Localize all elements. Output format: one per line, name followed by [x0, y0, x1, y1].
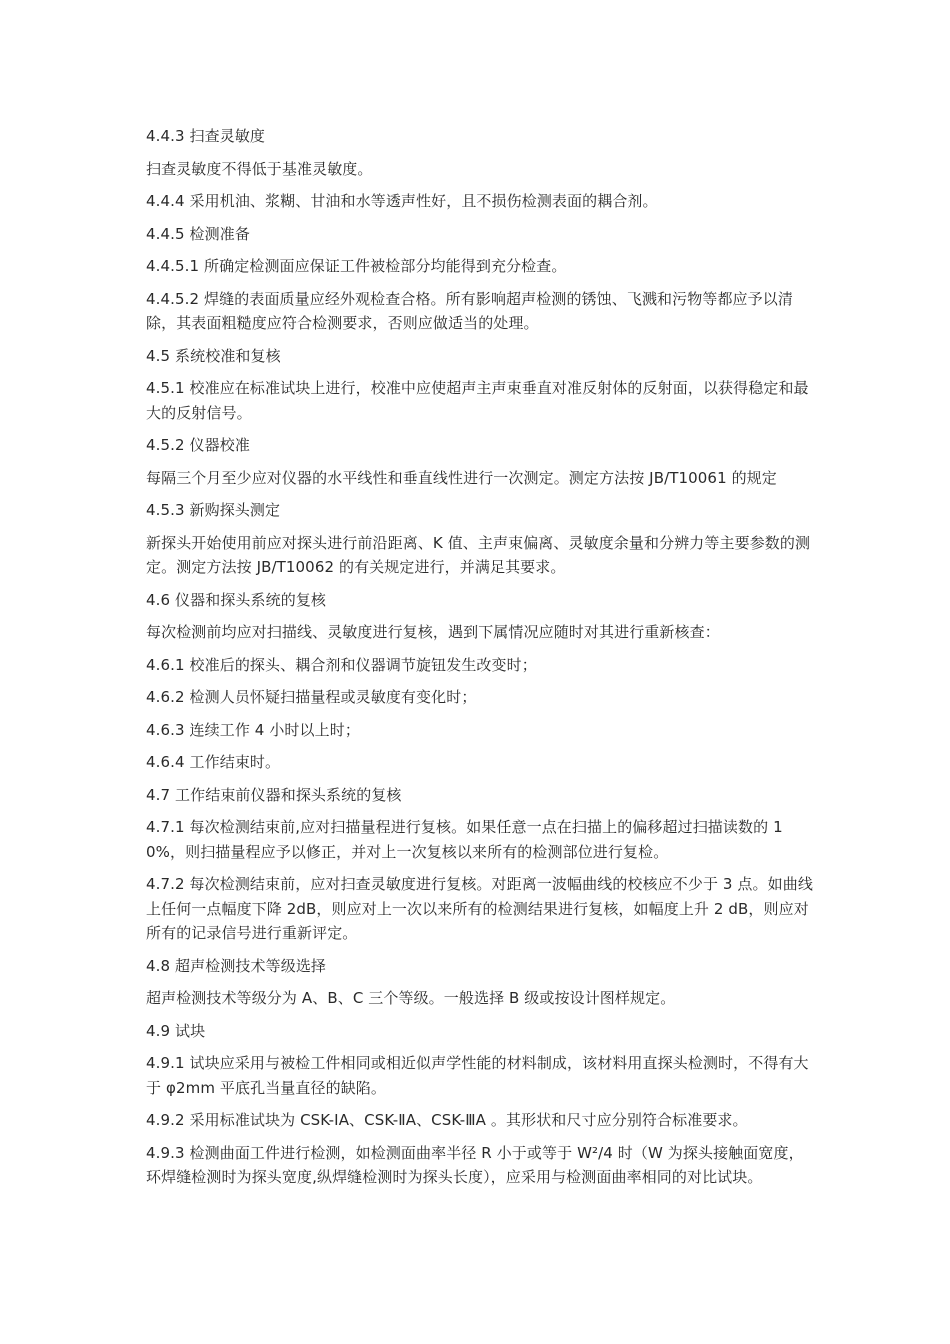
heading-4-6: 4.6 仪器和探头系统的复核: [146, 590, 327, 609]
heading-4-5-3: 4.5.3 新购探头测定: [146, 501, 281, 519]
heading-4-5: 4.5 系统校准和复核: [146, 346, 281, 365]
heading-4-9: 4.9 试块: [146, 1021, 206, 1040]
heading-4-4-5: 4.4.5 检测准备: [146, 224, 250, 243]
paragraph-text: 超声检测技术等级分为 A、B、C 三个等级。一般选择 B 级或按设计图样规定。: [146, 989, 676, 1007]
paragraph-4-9-2: 4.9.2 采用标准试块为 CSK-ⅠA、CSK-ⅡA、CSK-ⅢA 。其形状和尺寸应分别符合标准要求。: [146, 1111, 748, 1129]
paragraph-4-6-4: 4.6.4 工作结束时。: [146, 753, 281, 771]
paragraph-4-9-1: 4.9.1 试块应采用与被检工件相同或相近似声学性能的材料制成，该材料用直探头检测时，不得有大于 φ2mm 平底孔当量直径的缺陷。: [146, 1054, 809, 1097]
paragraph-text: 每次检测前均应对扫描线、灵敏度进行复核，遇到下属情况应随时对其进行重新核查：: [146, 623, 720, 641]
paragraph-4-4-4: 4.4.4 采用机油、浆糊、甘油和水等透声性好，且不损伤检测表面的耦合剂。: [146, 192, 658, 210]
heading-4-7: 4.7 工作结束前仪器和探头系统的复核: [146, 785, 402, 804]
paragraph-4-6-3: 4.6.3 连续工作 4 小时以上时；: [146, 720, 360, 739]
document-page: [146, 124, 814, 1198]
heading-4-5-2: 4.5.2 仪器校准: [146, 436, 250, 454]
heading-4-4-3: 4.4.3 扫查灵敏度: [146, 127, 266, 145]
paragraph-4-5-1: 4.5.1 校准应在标准试块上进行，校准中应使超声主声束垂直对准反射体的反射面，以获得稳定和最大的反射信号。: [146, 379, 809, 422]
paragraph-4-7-1: 4.7.1 每次检测结束前,应对扫描量程进行复核。如果任意一点在扫描上的偏移超过扫描读数的 10%，则扫描量程应予以修正，并对上一次复核以来所有的检测部位进行复检。: [146, 818, 783, 861]
paragraph-4-4-5-2: 4.4.5.2 焊缝的表面质量应经外观检查合格。所有影响超声检测的锈蚀、飞溅和污物等都应予以清除，其表面粗糙度应符合检测要求，否则应做适当的处理。: [146, 289, 793, 332]
paragraph-4-6-2: 4.6.2 检测人员怀疑扫描量程或灵敏度有变化时；: [146, 688, 477, 706]
paragraph-text: 扫查灵敏度不得低于基准灵敏度。: [146, 159, 373, 178]
paragraph-4-4-5-1: 4.4.5.1 所确定检测面应保证工件被检部分均能得到充分检查。: [146, 257, 567, 275]
paragraph-4-9-3: 4.9.3 检测曲面工件进行检测，如检测面曲率半径 R 小于或等于 W²/4 时（W 为探头接触面宽度，环焊缝检测时为探头宽度,纵焊缝检测时为探头长度），应采用与检测面曲率相同的对比试块。: [146, 1143, 804, 1186]
paragraph-text: 每隔三个月至少应对仪器的水平线性和垂直线性进行一次测定。测定方法按 JB/T10061 的规定: [146, 468, 777, 487]
paragraph-4-6-1: 4.6.1 校准后的探头、耦合剂和仪器调节旋钮发生改变时；: [146, 655, 537, 674]
paragraph-4-7-2: 4.7.2 每次检测结束前，应对扫查灵敏度进行复核。对距离一波幅曲线的校核应不少于 3 点。如曲线上任何一点幅度下降 2dB，则应对上一次以来所有的检测结果进行复核，如幅度上升 2 dB，则应对所有的记录信号进行重新评定。: [146, 875, 813, 942]
heading-4-8: 4.8 超声检测技术等级选择: [146, 956, 327, 975]
paragraph-text: 新探头开始使用前应对探头进行前沿距离、K 值、主声束偏离、灵敏度余量和分辨力等主要参数的测定。测定方法按 JB/T10062 的有关规定进行，并满足其要求。: [146, 533, 811, 576]
